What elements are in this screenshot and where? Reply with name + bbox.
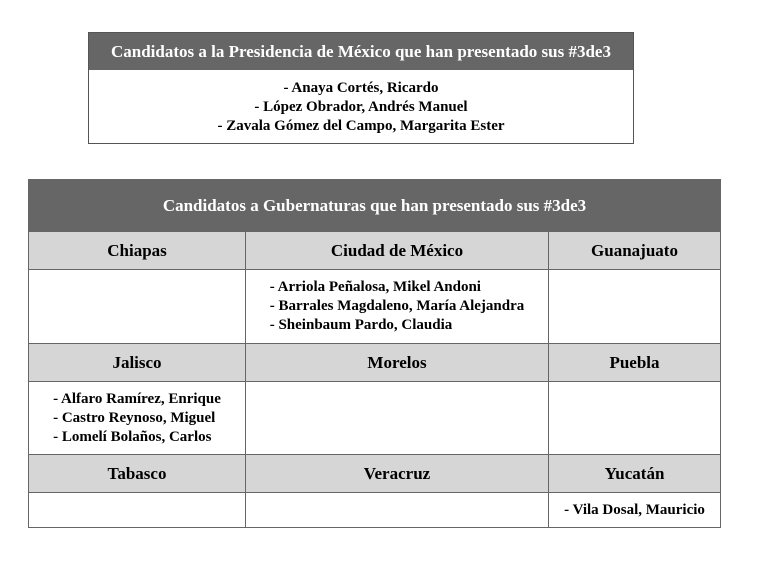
candidates-cell-jalisco: [29, 382, 246, 455]
state-header-veracruz: Veracruz: [246, 455, 549, 493]
state-header-tabasco: Tabasco: [29, 455, 246, 493]
state-header-yucatan: Yucatán: [549, 455, 721, 493]
candidates-cell-morelos: [246, 382, 549, 455]
presidency-candidate: - López Obrador, Andrés Manuel: [254, 99, 468, 115]
state-header-morelos: Morelos: [246, 344, 549, 382]
governor-candidate: - Vila Dosal, Mauricio: [564, 501, 705, 518]
state-header-guanajuato: Guanajuato: [549, 232, 721, 270]
governorships-table: [28, 179, 721, 528]
governor-candidate: - Barrales Magdaleno, María Alejandra: [269, 298, 525, 314]
presidency-title: Candidatos a la Presidencia de México que han presentado sus #3de3: [89, 33, 633, 70]
presidency-candidate-list: [89, 70, 633, 136]
state-header-chiapas: Chiapas: [29, 232, 246, 270]
candidates-cell-puebla: [549, 382, 721, 455]
presidency-candidate: - Zavala Gómez del Campo, Margarita Ester: [217, 118, 505, 134]
candidates-cell-tabasco: [29, 493, 246, 528]
candidates-cell-yucatan: [549, 493, 721, 528]
candidates-cell-ciudad-de-mexico: [246, 270, 549, 344]
governorships-title: Candidatos a Gubernaturas que han presentado sus #3de3: [29, 180, 721, 232]
governor-candidate: - Castro Reynoso, Miguel: [53, 409, 216, 426]
state-header-puebla: Puebla: [549, 344, 721, 382]
candidates-cell-veracruz: [246, 493, 549, 528]
governor-candidate: - Arriola Peñalosa, Mikel Andoni: [269, 279, 481, 295]
governor-candidate: - Lomelí Bolaños, Carlos: [53, 428, 212, 445]
governor-candidate: - Alfaro Ramírez, Enrique: [53, 390, 221, 407]
candidates-cell-guanajuato: [549, 270, 721, 344]
presidency-candidate: - Anaya Cortés, Ricardo: [283, 80, 439, 96]
governor-candidate: - Sheinbaum Pardo, Claudia: [269, 317, 453, 333]
state-header-ciudad-de-mexico: Ciudad de México: [246, 232, 549, 270]
presidency-box: [88, 32, 634, 144]
candidates-cell-chiapas: [29, 270, 246, 344]
state-header-jalisco: Jalisco: [29, 344, 246, 382]
